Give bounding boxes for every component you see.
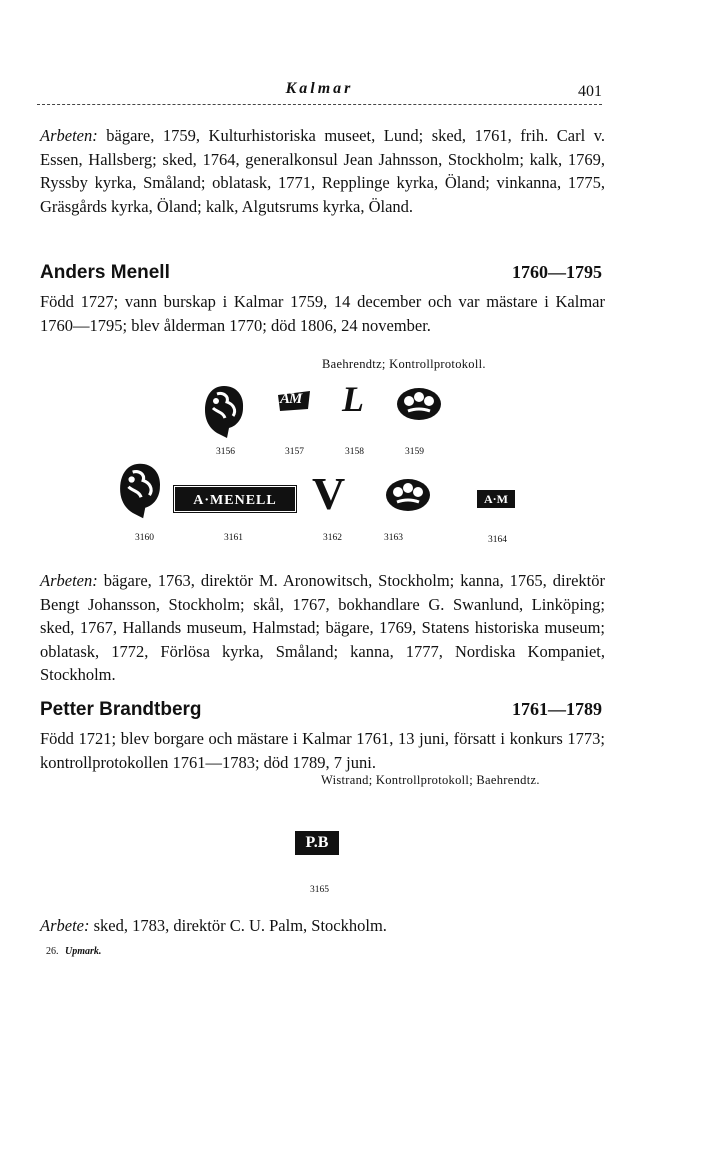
source-menell: Baehrendtz; Kontrollprotokoll. xyxy=(322,357,486,371)
initials-stamp-brandtberg: P.B xyxy=(295,831,339,855)
works-paragraph-1 xyxy=(40,124,605,218)
header-rule xyxy=(37,104,602,105)
mark-number: 3158 xyxy=(345,447,364,457)
works-paragraph-brandtberg xyxy=(40,914,605,938)
mark-number: 3163 xyxy=(384,533,403,543)
works-text: sked, 1783, direktör C. U. Palm, Stockholm. xyxy=(89,916,387,935)
bio-brandtberg: Född 1721; blev borgare och mästare i Kalmar 1761, 13 juni, försatt i konkurs 1773; kontrollprotokollen 1761—1783; död 1789, 7 juni. xyxy=(40,729,605,772)
am-mark-letters: AM xyxy=(280,391,302,407)
initials-stamp-menell: A·M xyxy=(477,490,515,508)
mark-number: 3156 xyxy=(216,447,235,457)
running-head xyxy=(37,80,602,112)
master-years: 1760—1795 xyxy=(512,262,602,282)
signature-mark xyxy=(46,946,101,957)
works-text: bägare, 1759, Kulturhistoriska museet, Lund; sked, 1761, frih. Carl v. Essen, Hallsberg; sked, 1764, generalkonsul Jean Jahnsson, Stockholm; kalk, 1769, Ryssby kyrka, Småland; oblatask, 1771, Repplinge kyrka, Öland; vinkanna, 1775, Gräsgårds kyrka, Öland; kalk, Algutsrums kyrka, Öland. xyxy=(40,126,605,216)
mark-number: 3162 xyxy=(323,533,342,543)
entry-heading-brandtberg xyxy=(40,699,602,727)
works-text: bägare, 1763, direktör M. Aronowitsch, Stockholm; kanna, 1765, direktör Bengt Johansson, Stockholm; skål, 1767, bokhandlare G. Swanlund, Linköping; sked, 1767, Hallands museum, Halmstad; bägare, 1769, Statens historiska museum; oblatask, 1772, Förlösa kyrka, Småland; kanna, 1777, Nordiska Kompaniet, Stockholm. xyxy=(40,571,605,684)
works-paragraph-menell xyxy=(40,569,605,687)
source-brandtberg: Wistrand; Kontrollprotokoll; Baehrendtz. xyxy=(321,773,540,787)
works-lead: Arbeten: xyxy=(40,126,98,145)
mark-number: 3160 xyxy=(135,533,154,543)
letter-mark-v: V xyxy=(312,468,346,519)
mark-number: 3165 xyxy=(310,885,329,895)
letter-mark-l: L xyxy=(342,379,364,419)
mark-number: 3161 xyxy=(224,533,243,543)
city-mark-icon xyxy=(203,384,245,440)
am-mark xyxy=(276,389,312,413)
crown-mark-icon xyxy=(396,387,442,421)
mark-number: 3164 xyxy=(488,535,507,545)
entry-heading-menell xyxy=(40,262,602,290)
name-stamp-menell: A·MENELL xyxy=(175,487,295,511)
master-name: Petter Brandtberg xyxy=(40,699,202,720)
mark-number: 3159 xyxy=(405,447,424,457)
crown-mark-icon xyxy=(385,478,431,512)
city-mark-icon xyxy=(118,461,162,521)
works-lead: Arbeten: xyxy=(40,571,98,590)
master-name: Anders Menell xyxy=(40,262,170,283)
mark-number: 3157 xyxy=(285,447,304,457)
bio-menell: Född 1727; vann burskap i Kalmar 1759, 14 december och var mästare i Kalmar 1760—1795; blev ålderman 1770; död 1806, 24 november. xyxy=(40,292,605,335)
works-lead: Arbete: xyxy=(40,916,90,935)
signature-number: 26. xyxy=(46,946,59,957)
signature-label: Upmark. xyxy=(65,946,102,957)
master-years: 1761—1789 xyxy=(512,699,602,719)
running-head-title: Kalmar xyxy=(285,80,354,97)
page-number: 401 xyxy=(578,83,602,100)
